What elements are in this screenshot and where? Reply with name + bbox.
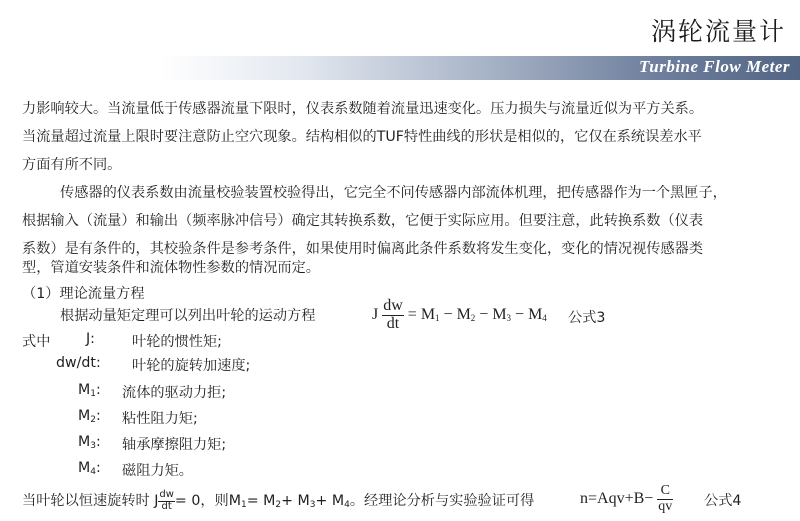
def-m-base: M xyxy=(78,408,91,424)
def-m3-symbol xyxy=(78,434,101,451)
def-m2-symbol xyxy=(78,408,101,425)
equation-4-label: 公式4 xyxy=(704,493,742,509)
def-dwdt-desc: 叶轮的旋转加速度; xyxy=(132,358,251,374)
final-fraction xyxy=(158,490,175,512)
final-sub: 1 xyxy=(240,500,247,510)
final-sub: 2 xyxy=(275,500,282,510)
eq3-sub: 3 xyxy=(506,312,512,323)
def-colon: : xyxy=(95,460,101,476)
final-text: = 0，则M xyxy=(174,493,241,509)
eq4-left: n=Aqv+B− xyxy=(580,489,654,507)
eq3-fraction xyxy=(382,298,404,333)
final-text: = M xyxy=(246,493,276,509)
eq4-numerator: C xyxy=(657,484,673,500)
paragraph-line: 传感器的仪表系数由流量校验装置校验得出，它完全不问传感器内部流体机理，把传感器作为一个黑匣子， xyxy=(60,185,727,201)
eq3-denominator: dt xyxy=(386,314,400,332)
def-m-sub: 3 xyxy=(90,441,96,451)
def-m-base: M xyxy=(78,434,91,450)
equation-intro: 根据动量矩定理可以列出叶轮的运动方程 xyxy=(60,308,316,324)
def-colon: : xyxy=(95,408,101,424)
def-m1-desc: 流体的驱动力拒; xyxy=(122,385,227,401)
def-m4-symbol xyxy=(78,460,101,477)
eq4-denominator: qv xyxy=(658,498,673,514)
final-text: 。经理论分析与实验验证可得 xyxy=(349,493,535,509)
paragraph-line: 系数）是有条件的，其校验条件是参考条件，如果使用时偏离此条件系数将发生变化，变化的情况视传感器类 xyxy=(22,241,704,257)
equation-3 xyxy=(372,298,547,333)
final-sub: 3 xyxy=(309,500,316,510)
eq3-sub: 4 xyxy=(542,312,547,323)
def-dwdt-symbol: dw/dt: xyxy=(56,355,101,371)
final-line xyxy=(22,490,534,512)
final-text: 当叶轮以恒速旋转时 J xyxy=(22,493,159,509)
banner-text: Turbine Flow Meter xyxy=(639,57,790,76)
title-banner xyxy=(0,56,800,80)
equation-3-label: 公式3 xyxy=(568,310,606,326)
def-m1-symbol xyxy=(78,382,101,399)
paragraph-line: 力影响较大。当流量低于传感器流量下限时，仪表系数随着流量迅速变化。压力损失与流量近似为平方关系。 xyxy=(22,101,704,117)
eq3-term: − M xyxy=(475,305,507,323)
final-denominator: dt xyxy=(161,500,172,512)
section-heading: （1）理论流量方程 xyxy=(22,286,145,302)
def-m4-desc: 磁阻力矩。 xyxy=(122,463,193,479)
eq3-sub: 1 xyxy=(435,312,440,323)
final-numerator: dw xyxy=(159,489,174,500)
def-m-base: M xyxy=(78,460,91,476)
paragraph-line: 当流量超过流量上限时要注意防止空穴现象。结构相似的TUF特性曲线的形状是相似的，它仅在系统误差水平 xyxy=(22,129,702,145)
def-colon: : xyxy=(95,382,101,398)
eq3-numerator: dw xyxy=(383,297,403,314)
def-j-symbol: J: xyxy=(86,331,95,347)
def-m2-desc: 粘性阻力矩; xyxy=(122,411,198,427)
page-title: 涡轮流量计 xyxy=(650,17,786,46)
def-m-base: M xyxy=(78,382,91,398)
final-text: + M xyxy=(281,493,310,509)
def-m-sub: 1 xyxy=(90,389,96,399)
final-sub: 4 xyxy=(344,500,350,510)
paragraph-line: 方面有所不同。 xyxy=(22,157,122,173)
paragraph-line: 型，管道安装条件和流体物性参数的情况而定。 xyxy=(22,260,320,276)
eq3-term: = M xyxy=(407,305,436,323)
def-m3-desc: 轴承摩擦阻力矩; xyxy=(122,437,227,453)
def-j-desc: 叶轮的惯性矩; xyxy=(132,334,222,350)
eq3-lhs: J xyxy=(372,305,379,323)
equation-4 xyxy=(580,484,673,514)
def-m-sub: 2 xyxy=(90,415,96,425)
paragraph-line: 根据输入（流量）和输出（频率脉冲信号）确定其转换系数，它便于实际应用。但要注意，此转换系数（仪表 xyxy=(22,213,704,229)
definitions-intro: 式中 xyxy=(22,334,51,350)
final-text: + M xyxy=(315,493,345,509)
eq3-term: − M xyxy=(511,305,543,323)
eq3-sub: 2 xyxy=(470,312,476,323)
def-colon: : xyxy=(95,434,101,450)
def-m-sub: 4 xyxy=(90,467,96,477)
eq3-term: − M xyxy=(439,305,471,323)
eq4-fraction xyxy=(657,484,673,514)
